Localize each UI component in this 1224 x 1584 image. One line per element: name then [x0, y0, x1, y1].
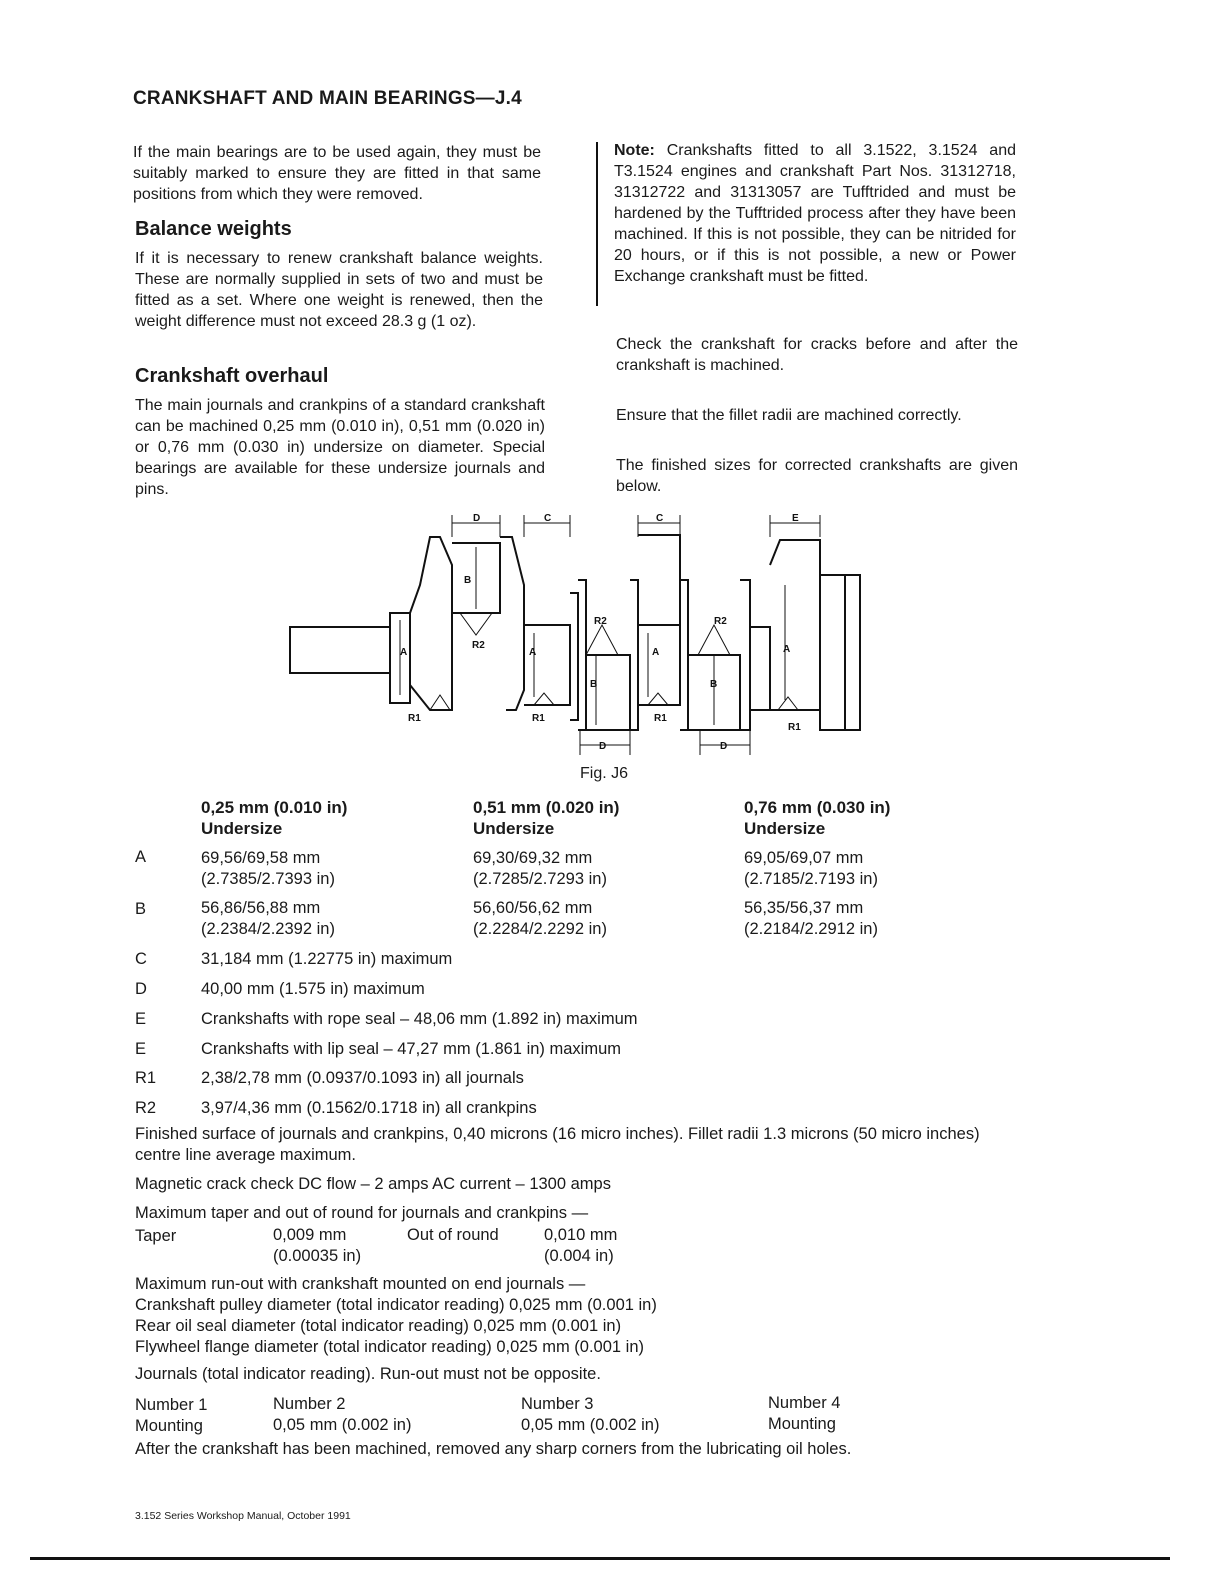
row-value-d: 40,00 mm (1.575 in) maximum	[201, 980, 425, 998]
final-note: After the crankshaft has been machined, removed any sharp corners from the lubricating oil holes.	[135, 1440, 852, 1458]
figure-caption: Fig. J6	[580, 765, 629, 782]
web-1	[410, 537, 452, 710]
row-key-r1: R1	[135, 1069, 157, 1087]
journal-number-3	[521, 1394, 659, 1436]
footer-text: 3.152 Series Workshop Manual, October 1991	[135, 1510, 351, 1522]
web-5	[638, 535, 680, 625]
label-a-4: A	[783, 644, 791, 655]
note-label: Note:	[614, 142, 655, 159]
journal-title: Number 1	[135, 1396, 208, 1414]
column-label: Undersize	[744, 819, 826, 838]
cell-inch: (2.2184/2.2912 in)	[744, 920, 878, 938]
cell-inch: (2.2284/2.2292 in)	[473, 920, 607, 938]
taper-mm: 0,009 mm	[273, 1226, 347, 1244]
label-a-2: A	[529, 647, 537, 658]
label-b-1: B	[464, 575, 472, 586]
note-paragraph	[614, 140, 1016, 287]
label-r1-1: R1	[408, 713, 421, 724]
row-key-e-lip: E	[135, 1040, 147, 1058]
column-header-2	[473, 797, 619, 839]
rear-flange	[820, 575, 860, 730]
cell-mm: 69,05/69,07 mm	[744, 849, 864, 867]
intro-paragraph	[133, 142, 541, 205]
balance-weights-paragraph	[135, 248, 543, 332]
surface-finish-text: Finished surface of journals and crankpins, 0,40 microns (16 micro inches). Fillet radii 1.3 microns (50 micro inches) centre line average maximum.	[135, 1125, 980, 1164]
label-r2-3: R2	[714, 616, 727, 627]
crankshaft-diagram	[280, 505, 880, 765]
cell-mm: 56,35/56,37 mm	[744, 899, 864, 917]
column-label: Undersize	[201, 819, 283, 838]
label-b-2: B	[590, 679, 598, 690]
runout-line: Flywheel flange diameter (total indicator reading) 0,025 mm (0.001 in)	[135, 1338, 645, 1356]
journal-number-4	[768, 1393, 840, 1435]
journal-value: Mounting	[135, 1417, 203, 1435]
finished-paragraph	[616, 455, 1018, 497]
table-cell	[473, 898, 607, 940]
label-c-top-1: C	[544, 513, 552, 524]
cell-mm: 69,30/69,32 mm	[473, 849, 593, 867]
journal-title: Number 2	[273, 1395, 346, 1413]
column-label: Undersize	[473, 819, 555, 838]
oor-in: (0.004 in)	[544, 1247, 614, 1265]
table-cell	[744, 848, 878, 890]
out-of-round-value	[544, 1225, 617, 1267]
row-value-e-rope: Crankshafts with rope seal – 48,06 mm (1.892 in) maximum	[201, 1010, 638, 1028]
journal-3	[638, 625, 680, 705]
row-value-c: 31,184 mm (1.22775 in) maximum	[201, 950, 453, 968]
row-key-e-rope: E	[135, 1010, 147, 1028]
label-r1-4: R1	[788, 722, 801, 733]
magnetic-check-text: Magnetic crack check DC flow – 2 amps AC current – 1300 amps	[135, 1175, 611, 1193]
finished-text: The finished sizes for corrected crankshafts are given below.	[616, 457, 1018, 495]
journal-number-2	[273, 1394, 411, 1436]
journal-title: Number 3	[521, 1395, 594, 1413]
column-header-1	[201, 797, 347, 839]
fillet-text: Ensure that the fillet radii are machined correctly.	[616, 407, 962, 424]
label-b-3: B	[710, 679, 718, 690]
table-cell	[473, 848, 607, 890]
rear-web	[770, 540, 820, 710]
label-r1-2: R1	[532, 713, 545, 724]
cell-mm: 56,60/56,62 mm	[473, 899, 593, 917]
fillet-paragraph	[616, 405, 1018, 426]
web-3	[570, 593, 578, 720]
column-header-3	[744, 797, 890, 839]
journal-value: 0,05 mm (0.002 in)	[521, 1416, 660, 1434]
journal-2	[524, 625, 570, 705]
row-value-e-lip: Crankshafts with lip seal – 47,27 mm (1.861 in) maximum	[201, 1040, 621, 1058]
label-d-bottom-2: D	[720, 741, 728, 752]
label-a-1: A	[400, 647, 408, 658]
web-7	[740, 580, 750, 730]
web-4	[630, 580, 638, 730]
page-title: CRANKSHAFT AND MAIN BEARINGS—J.4	[133, 88, 522, 109]
balance-weights-heading: Balance weights	[135, 218, 292, 240]
crankshaft-overhaul-text: The main journals and crankpins of a standard crankshaft can be machined 0,25 mm (0.010 in), 0,51 mm (0.020 in) or 0,76 mm (0.030 in) undersize on diameter. Special bearings are available for these undersize journals and pins.	[135, 397, 545, 498]
runout-line: Crankshaft pulley diameter (total indicator reading) 0,025 mm (0.001 in)	[135, 1296, 657, 1314]
journal-value: 0,05 mm (0.002 in)	[273, 1416, 412, 1434]
note-block	[596, 140, 1016, 308]
cell-mm: 69,56/69,58 mm	[201, 849, 321, 867]
taper-label: Taper	[135, 1227, 177, 1245]
check-paragraph	[616, 334, 1018, 376]
front-nose	[290, 627, 390, 673]
crankshaft-overhaul-paragraph	[135, 395, 545, 500]
balance-weights-text: If it is necessary to renew crankshaft balance weights. These are normally supplied in sets of two and must be fitted as a set. Where one weight is renewed, then the weight difference must not exceed 28.3 g (1 oz).	[135, 250, 543, 330]
table-cell	[744, 898, 878, 940]
journal-4	[750, 627, 770, 710]
label-r1-3: R1	[654, 713, 667, 724]
taper-heading: Maximum taper and out of round for journals and crankpins —	[135, 1204, 589, 1222]
label-a-3: A	[652, 647, 660, 658]
journal-number-1	[135, 1395, 207, 1437]
label-d-bottom-1: D	[599, 741, 607, 752]
check-text: Check the crankshaft for cracks before and after the crankshaft is machined.	[616, 336, 1018, 374]
bottom-rule	[30, 1557, 1170, 1560]
column-size: 0,51 mm (0.020 in)	[473, 798, 620, 817]
oor-mm: 0,010 mm	[544, 1226, 618, 1244]
web-2	[500, 537, 524, 710]
web-6	[680, 580, 688, 730]
crankshaft-overhaul-heading: Crankshaft overhaul	[135, 365, 329, 387]
table-cell	[201, 848, 335, 890]
note-text: Crankshafts fitted to all 3.1522, 3.1524 and T3.1524 engines and crankshaft Part Nos. 31312718, 31312722 and 31313057 are Tufftrided and must be hardened by the Tufftrided process after they have been machined. If this is not possible, they can be nitrided for 20 hours, or if this is not possible, a new or Power Exchange crankshaft must be fitted.	[614, 142, 1016, 285]
cell-mm: 56,86/56,88 mm	[201, 899, 321, 917]
taper-in: (0.00035 in)	[273, 1247, 362, 1265]
out-of-round-label: Out of round	[407, 1226, 499, 1244]
crankpin-2	[586, 655, 630, 730]
label-d-top: D	[473, 513, 481, 524]
row-key-a: A	[135, 848, 147, 866]
runout-heading: Maximum run-out with crankshaft mounted on end journals —	[135, 1275, 586, 1293]
row-key-d: D	[135, 980, 147, 998]
row-key-b: B	[135, 900, 147, 918]
cell-inch: (2.2384/2.2392 in)	[201, 920, 335, 938]
journal-value: Mounting	[768, 1415, 836, 1433]
row-key-c: C	[135, 950, 147, 968]
label-c-top-2: C	[656, 513, 664, 524]
change-bar	[596, 142, 598, 306]
journals-line: Journals (total indicator reading). Run-out must not be opposite.	[135, 1365, 601, 1383]
cell-inch: (2.7185/2.7193 in)	[744, 870, 878, 888]
table-cell	[201, 898, 335, 940]
cell-inch: (2.7385/2.7393 in)	[201, 870, 335, 888]
row-value-r2: 3,97/4,36 mm (0.1562/0.1718 in) all crankpins	[201, 1099, 537, 1117]
column-size: 0,25 mm (0.010 in)	[201, 798, 348, 817]
row-key-r2: R2	[135, 1099, 157, 1117]
runout-line: Rear oil seal diameter (total indicator reading) 0,025 mm (0.001 in)	[135, 1317, 622, 1335]
row-value-r1: 2,38/2,78 mm (0.0937/0.1093 in) all journals	[201, 1069, 524, 1087]
intro-text: If the main bearings are to be used again, they must be suitably marked to ensure they are fitted in that same positions from which they were removed.	[133, 144, 541, 203]
runout-block	[135, 1274, 657, 1358]
web-3b	[578, 580, 586, 730]
column-size: 0,76 mm (0.030 in)	[744, 798, 891, 817]
cell-inch: (2.7285/2.7293 in)	[473, 870, 607, 888]
taper-value	[273, 1225, 361, 1267]
label-r2-2: R2	[594, 616, 607, 627]
journal-title: Number 4	[768, 1394, 841, 1412]
label-r2-1: R2	[472, 640, 485, 651]
label-e-top: E	[792, 513, 799, 524]
